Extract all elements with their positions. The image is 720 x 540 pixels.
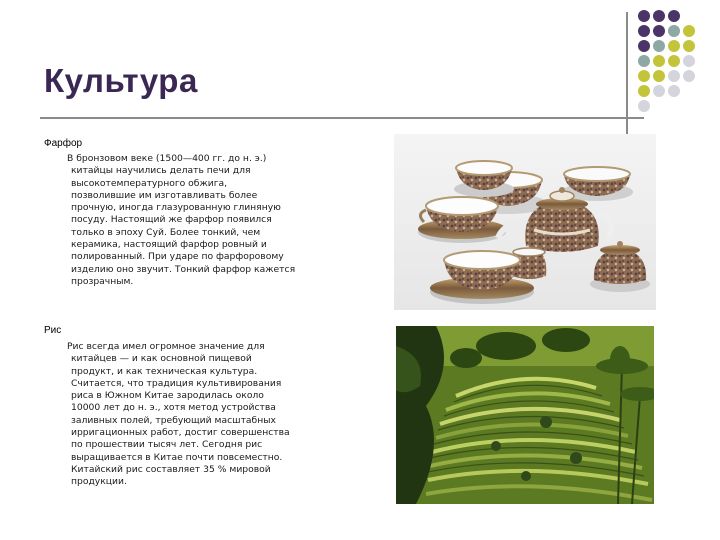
text-line: выращивается в Китае почти повсеместно. xyxy=(71,451,283,463)
decor-dot xyxy=(638,70,650,82)
text-line: высокотемпературного обжига, xyxy=(71,177,228,189)
decor-dot xyxy=(668,55,680,67)
decor-dot xyxy=(653,10,665,22)
text-line: Считается, что традиция культивирования xyxy=(71,377,282,389)
decor-dot xyxy=(653,70,665,82)
text-line: прочную, иногда глазурованную глиняную xyxy=(71,202,281,214)
section-text-porcelain xyxy=(67,153,336,288)
text-line: посуду. Настоящий же фарфор появился xyxy=(71,214,272,226)
decor-dot xyxy=(668,40,680,52)
text-line: ирригационных работ, достиг совершенства xyxy=(71,427,290,439)
decor-dot xyxy=(638,10,650,22)
decor-dot xyxy=(683,25,695,37)
section-label-rice: Рис xyxy=(44,325,62,336)
title-underline xyxy=(40,117,644,119)
decor-dot xyxy=(638,100,650,112)
text-line: 10000 лет до н. э., хотя метод устройства xyxy=(71,402,276,414)
text-line: продукции. xyxy=(71,476,127,488)
decor-dot xyxy=(683,55,695,67)
decor-dot xyxy=(653,55,665,67)
text-line: риса в Южном Китае зародилась около xyxy=(71,390,264,402)
text-line: позволившие им изготавливать более xyxy=(71,189,258,201)
section-text-rice xyxy=(67,341,336,489)
decor-dot xyxy=(638,40,650,52)
decor-dot xyxy=(638,25,650,37)
text-line: Китайский рис составляет 35 % мировой xyxy=(71,463,271,475)
decor-dot xyxy=(683,40,695,52)
porcelain-tea-set-image xyxy=(394,134,656,310)
decor-dot xyxy=(638,85,650,97)
decor-dot xyxy=(638,55,650,67)
text-line: заливных полей, требующий масштабных xyxy=(71,414,276,426)
rice-terraces-image xyxy=(396,326,654,504)
decor-dot xyxy=(668,25,680,37)
text-line: изделию оно звучит. Тонкий фарфор кажется xyxy=(71,263,296,275)
section-label-porcelain: Фарфор xyxy=(44,138,83,149)
text-line: китайцев — и как основной пищевой xyxy=(71,353,252,365)
text-line: только в эпоху Суй. Более тонкий, чем xyxy=(71,226,261,238)
decor-dot xyxy=(683,70,695,82)
slide-title: Культура xyxy=(44,62,198,99)
decor-dot xyxy=(653,40,665,52)
decor-dot xyxy=(668,85,680,97)
text-line: китайцы научились делать печи для xyxy=(71,165,251,177)
text-line: по прошествии тысяч лет. Сегодня рис xyxy=(71,439,263,451)
decor-dot xyxy=(653,25,665,37)
text-line: полированный. При ударе по фарфоровому xyxy=(71,251,284,263)
text-line: прозрачным. xyxy=(71,275,134,287)
decor-dot xyxy=(653,85,665,97)
vertical-divider xyxy=(626,12,628,134)
decor-dot xyxy=(668,70,680,82)
text-line: продукт, и как техническая культура. xyxy=(71,365,258,377)
text-line: Рис всегда имел огромное значение для xyxy=(67,341,265,352)
text-line: В бронзовом веке (1500—400 гг. до н. э.) xyxy=(67,153,267,164)
text-line: керамика, настоящий фарфор ровный и xyxy=(71,239,267,251)
decorative-dot-grid xyxy=(638,10,718,120)
decor-dot xyxy=(668,10,680,22)
